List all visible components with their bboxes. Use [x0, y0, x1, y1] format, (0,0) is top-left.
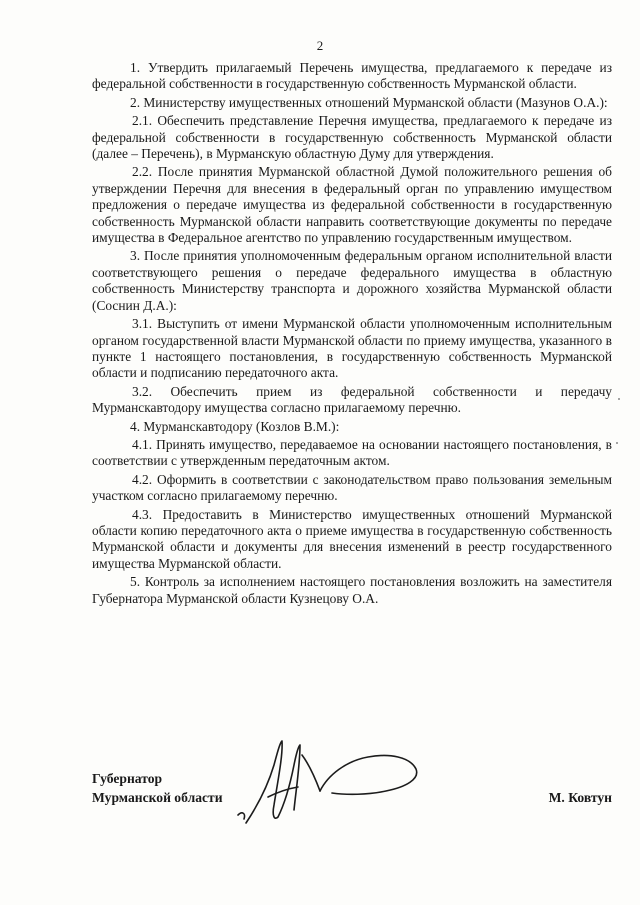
signatory-name: М. Ковтун: [548, 790, 612, 805]
paragraph-1: 1. Утвердить прилагаемый Перечень имущества, предлагаемого к передаче из федеральной собственности в государственную собственность Мурманской области.: [92, 60, 612, 92]
paragraph-3-1: 3.1. Выступить от имени Мурманской области уполномоченным исполнительным органом государственной власти Мурманской области по приему имущества, указанного в пункте 1 настоящего постановления, в государственную собственность Мурманской области и подписанию передаточного акта.: [92, 316, 612, 381]
paragraph-4-2: 4.2. Оформить в соответствии с законодательством право пользования земельным участком согласно прилагаемому перечню.: [92, 471, 612, 504]
paragraph-4: 4. Мурманскавтодору (Козлов В.М.):: [130, 418, 340, 434]
scan-speck: [616, 442, 618, 444]
paragraph-4-3: 4.3. Предоставить в Министерство имущественных отношений Мурманской области копию передаточного акта о приеме имущества в государственную собственность Мурманской области и документы для внесения изменений в реестр государственного имущества Мурманской области.: [92, 506, 612, 571]
decree-body: [92, 60, 612, 609]
scan-speck: [618, 398, 620, 400]
paragraph-2: 2. Министерству имущественных отношений Мурманской области (Мазунов О.А.):: [130, 94, 608, 110]
paragraph-2-1: 2.1. Обеспечить представление Перечня имущества, предлагаемого к передаче из федеральной собственности в государственную собственность Мурманской области (далее – Перечень), в Мурманскую областную Думу для утверждения.: [92, 113, 612, 162]
paragraph-3-2: 3.2. Обеспечить прием из федеральной собственности и передачу Мурманскавтодору имущества согласно прилагаемому перечню.: [92, 383, 612, 416]
paragraph-4-1: 4.1. Принять имущество, передаваемое на основании настоящего постановления, в соответствии с утвержденным передаточным актом.: [92, 436, 612, 469]
handwritten-signature-icon: [228, 735, 438, 830]
paragraph-2-2: 2.2. После принятия Мурманской областной Думой положительного решения об утверждении Перечня для внесения в федеральный орган по управлению имуществом предложения о передаче имущества из федеральной собственности в государственную собственность Мурманской области направить соответствующие документы по передаче имущества в Федеральное агентство по управлению государственным имуществом.: [92, 164, 612, 246]
paragraph-3: 3. После принятия уполномоченным федеральным органом исполнительной власти соответствующего решения о передаче федерального имущества в областную собственность Министерству транспорта и дорожного хозяйства Мурманской области (Соснин Д.А.):: [92, 248, 612, 313]
signatory-region: Мурманской области: [92, 790, 223, 805]
paragraph-5: 5. Контроль за исполнением настоящего постановления возложить на заместителя Губернатора Мурманской области Кузнецову О.А.: [92, 574, 612, 606]
page-number: 2: [316, 38, 324, 53]
signatory-title: Губернатор: [92, 771, 163, 786]
